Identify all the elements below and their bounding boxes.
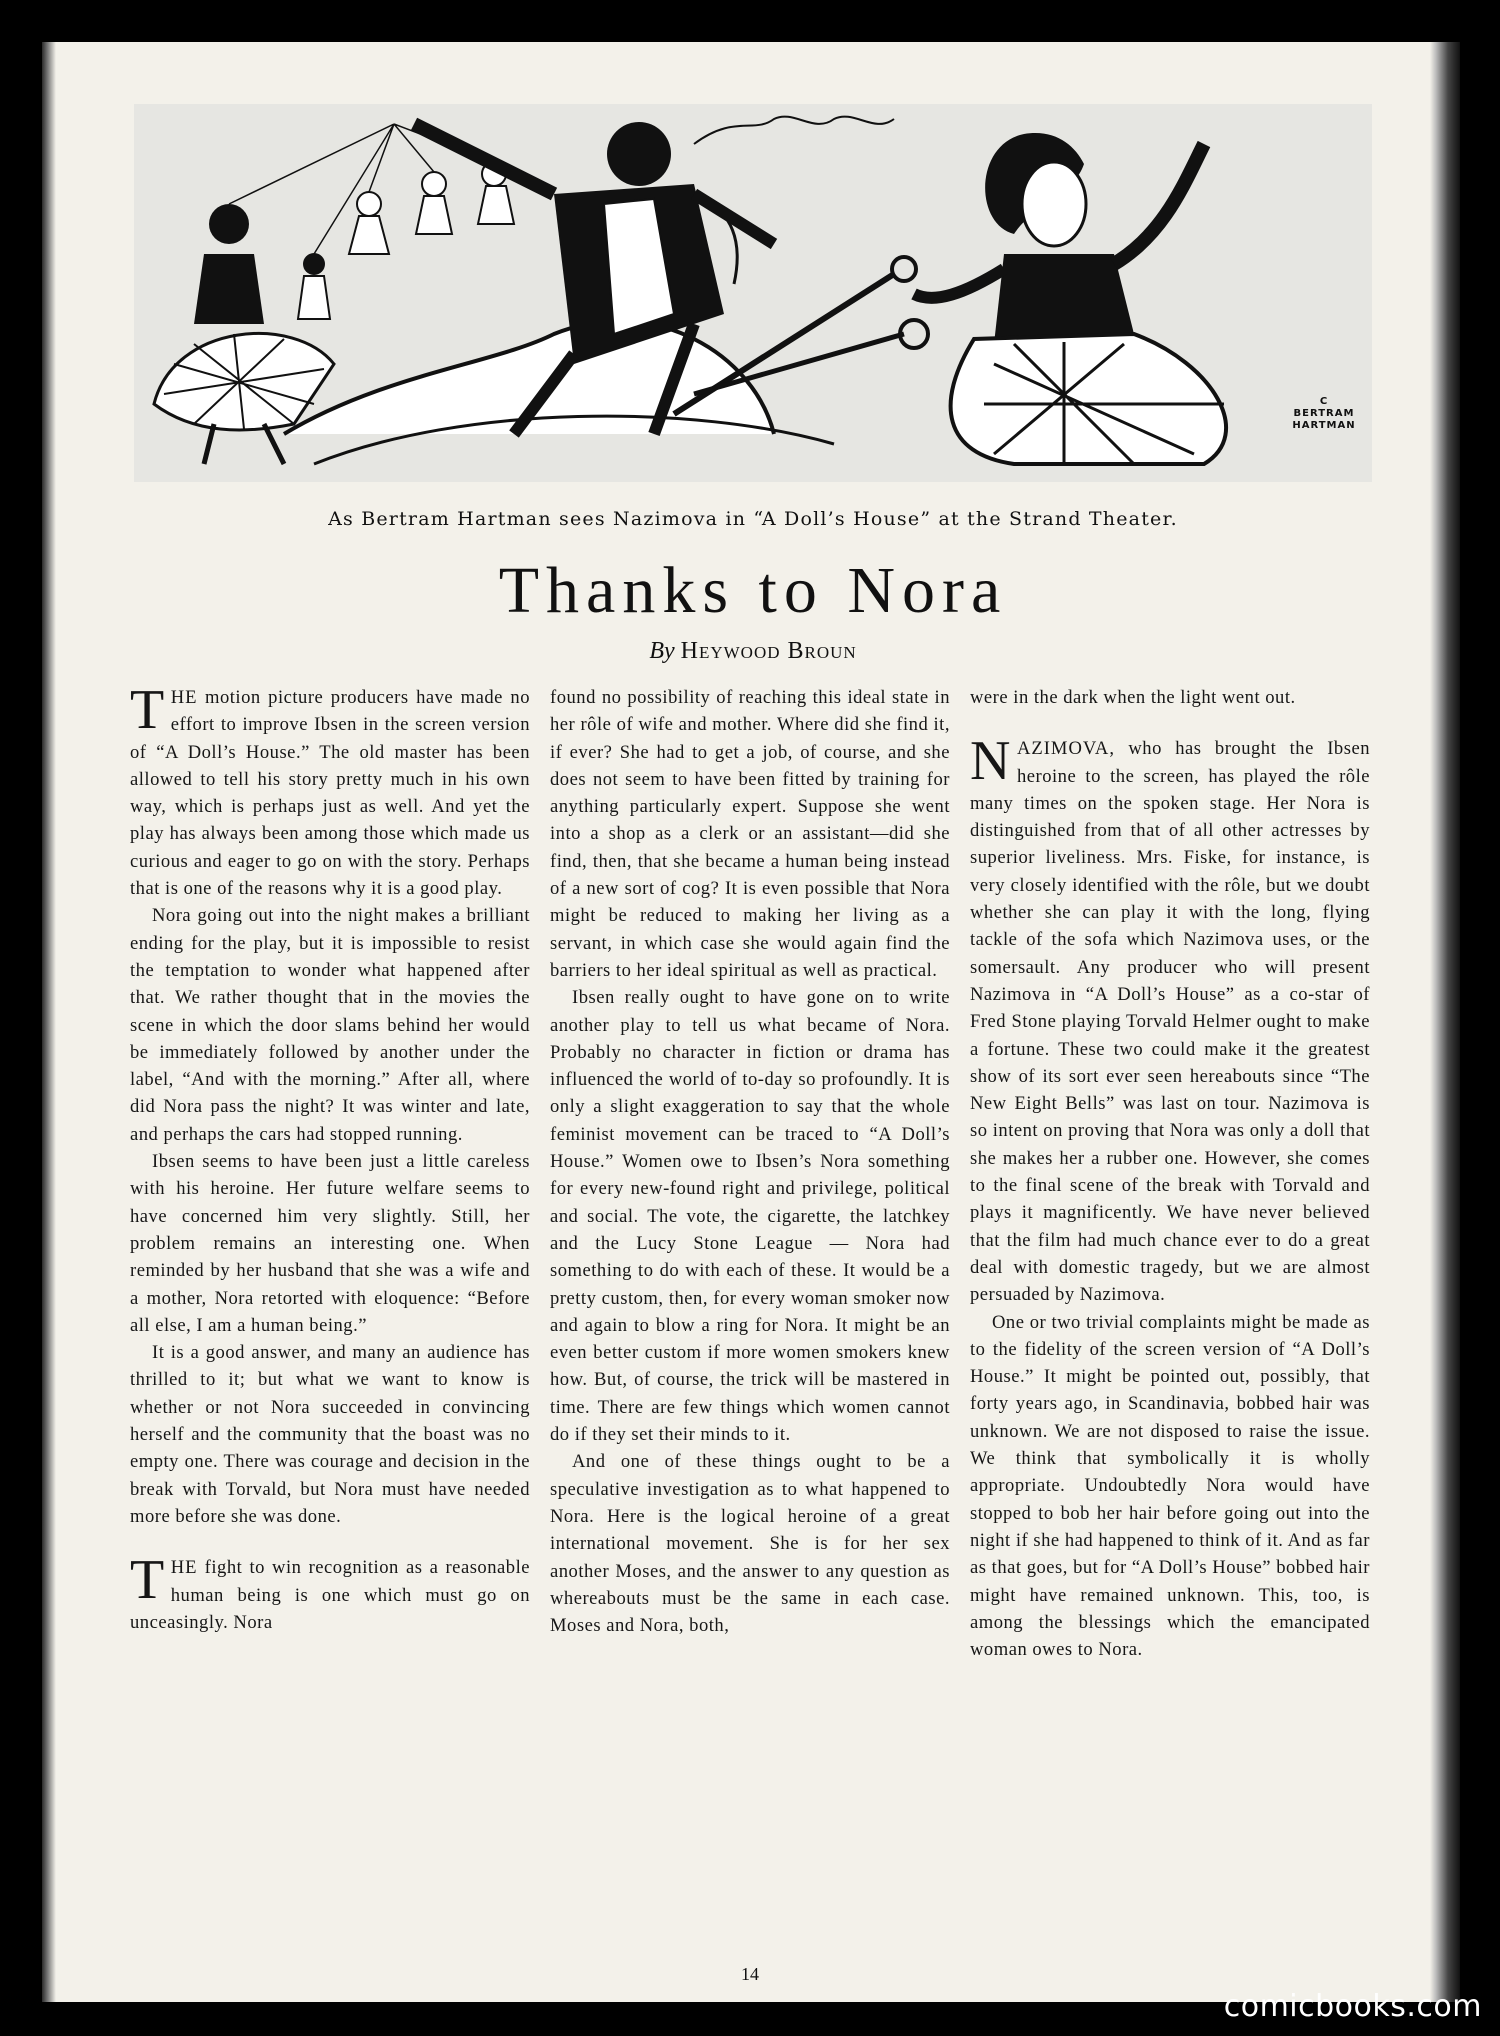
paragraph: Ibsen really ought to have gone on to write another play to tell us what became of Nora. Probably no character in fiction or drama has influenced the world of to-day so profoundly. It is only a slight exaggeration to say that the whole feminist movement can be traced to “A Doll’s House.” Women owe to Ibsen’s Nora something for every new-found right and privilege, political and social. The vote, the cigarette, the latchkey and the Lucy Stone League — Nora had something to do with each of these. It would be a pretty custom, then, for every woman smoker now and again to blow a ring for Nora. It might be an even better custom if more women smokers knew how. But, of course, the trick will be mastered in time. There are few things which women cannot do if they set their minds to it. — [550, 987, 950, 1446]
illustration-drawing — [134, 104, 1372, 482]
page-number: 14 — [741, 1964, 759, 1984]
article-title: Thanks to Nora — [498, 554, 1008, 627]
paragraph: Nora going out into the night makes a brilliant ending for the play, but it is impossible to resist the temptation to wonder what happened after that. We rather thought that in the movies the scene in which the door slams behind her would be immediately followed by another under the label, “And with the morning.” After all, where did Nora pass the night? It was winter and late, and perhaps the cars had stopped running. — [130, 905, 530, 1145]
article-byline — [134, 638, 1372, 665]
site-watermark: comicbooks.com — [1223, 1989, 1482, 2024]
paragraph — [130, 679, 530, 902]
byline-by: By — [649, 638, 675, 664]
article-column-2 — [550, 684, 950, 1639]
byline-author: Heywood Broun — [680, 638, 857, 664]
header-illustration — [134, 104, 1372, 482]
paragraph — [130, 1549, 530, 1636]
magazine-page — [42, 42, 1460, 2002]
paragraph-text: fight to win recognition as a reasonable human being is one which must go on unceasingly. Nora — [130, 1557, 530, 1633]
lead-in: HE — [170, 1557, 198, 1579]
paragraph: Ibsen seems to have been just a little careless with his heroine. Her future welfare seems to have concerned him very slightly. Still, her problem remains an interesting one. When reminded by her husband that she was a wife and a mother, Nora retorted with eloquence: “Before all else, I am a human being.” — [130, 1151, 530, 1336]
paragraph: And one of these things ought to be a speculative investigation as to what happened to Nora. Here is the logical heroine of a great international movement. She is for her sex another Moses, and the answer to any question as whereabouts must be the same in each case. Moses and Nora, both, — [550, 1451, 950, 1637]
paragraph: were in the dark when the light went out. — [970, 687, 1296, 708]
page-binding-shadow — [1430, 42, 1460, 2002]
paragraph-text: motion picture producers have made no effort to improve Ibsen in the screen version of “A Doll’s House.” The old master has been allowed to tell his story pretty much in his own way, which is perhaps just as well. And yet the play has always been among those which made us curious and eager to go on with the story. Perhaps that is one of the reasons why it is a good play. — [130, 687, 530, 900]
artist-signature: C BERTRAM HARTMAN — [1292, 396, 1356, 431]
article-column-1 — [130, 679, 530, 1636]
drop-cap: T — [130, 1549, 165, 1612]
page-gutter-shadow — [42, 42, 56, 2002]
lead-in: HE — [170, 687, 198, 708]
article-column-3 — [970, 684, 1370, 1663]
paragraph-text: who has brought the Ibsen heroine to the screen, has played the rôle many times on the spoken stage. Her Nora is distinguished from that of all other actresses by superior liveliness. Mrs. Fiske, for instance, is very closely identified with the rôle, but we doubt whether she can play it with the long, flying tackle of the sofa which Nazimova uses, or the somersault. Any producer who will present Nazimova in “A Doll’s House” as a co-star of Fred Stone playing Torvald Helmer ought to make a fortune. These two could make it the greatest show of its sort ever seen hereabouts since “The New Eight Bells” was last on tour. Nazimova is so intent on proving that Nora was only a doll that she makes her a rubber one. However, she comes to the final scene of the break with Torvald and plays it magnificently. We have never believed that the film had much chance ever to do a great deal with domestic tragedy, but we are almost persuaded by Nazimova. — [970, 738, 1370, 1306]
illustration-caption: As Bertram Hartman sees Nazimova in “A Doll’s House” at the Strand Theater. — [328, 508, 1178, 530]
drop-cap: N — [970, 730, 1011, 793]
drop-cap: T — [130, 679, 165, 741]
paragraph: One or two trivial complaints might be made as to the fidelity of the screen version of “A Doll’s House.” It might be pointed out, possibly, that forty years ago, in Scandinavia, bobbed hair was unknown. We are not disposed to raise the issue. We think that symbolically it is wholly appropriate. Undoubtedly Nora would have stopped to bob her hair before going out into the night if she had happened to think of it. And as far as that goes, but for “A Doll’s House” bobbed hair might have remained unknown. This, too, is among the blessings which the emancipated woman owes to Nora. — [970, 1311, 1370, 1661]
lead-in: AZIMOVA, — [1016, 738, 1115, 760]
paragraph: It is a good answer, and many an audience has thrilled to it; but what we want to know is whether or not Nora succeeded in convincing herself and the community that the boast was no empty one. There was courage and decision in the break with Torvald, but Nora must have needed more before she was done. — [130, 1342, 530, 1527]
paragraph — [970, 730, 1370, 1308]
paragraph: found no possibility of reaching this ideal state in her rôle of wife and mother. Where did she find it, if ever? She had to get a job, of course, and she does not seem to have been fitted by training for anything particularly expert. Suppose she went into a shop as a clerk or an assistant—did she find, then, that she became a human being instead of a new sort of cog? It is even possible that Nora might be reduced to making her living as a servant, in which case she would again find the barriers to her ideal spiritual as well as practical. — [550, 687, 950, 981]
